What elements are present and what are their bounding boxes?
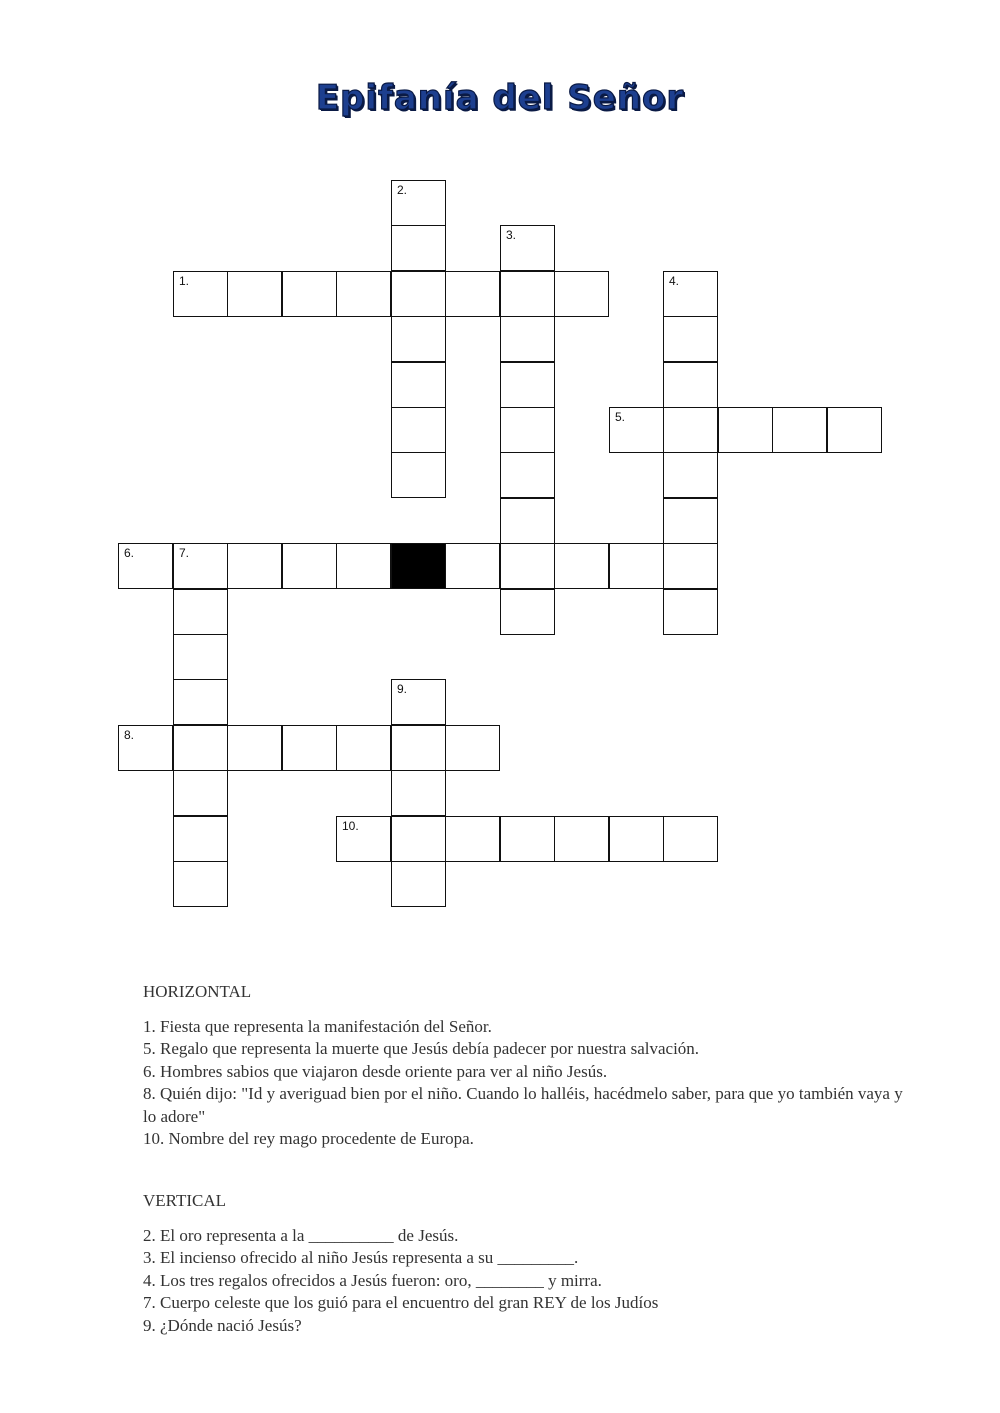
grid-cell[interactable] [663, 816, 718, 862]
grid-cell[interactable] [282, 725, 337, 771]
grid-cell[interactable] [336, 271, 391, 317]
grid-cell[interactable] [445, 543, 500, 589]
grid-cell[interactable] [554, 271, 609, 317]
grid-cell[interactable] [391, 407, 446, 453]
grid-cell[interactable] [445, 816, 500, 862]
grid-cell[interactable] [118, 725, 173, 771]
grid-cell[interactable] [282, 271, 337, 317]
grid-cell[interactable] [663, 498, 718, 544]
blocked-cell [391, 543, 446, 589]
grid-cell[interactable] [609, 543, 664, 589]
grid-cell[interactable] [173, 861, 228, 907]
grid-cell[interactable] [827, 407, 882, 453]
grid-cell[interactable] [500, 589, 555, 635]
clue-across-8: 8. Quién dijo: "Id y averiguad bien por el niño. Cuando lo halléis, hacédmelo saber, para que yo también vaya y lo adore" [143, 1084, 903, 1126]
grid-cell[interactable] [772, 407, 827, 453]
grid-cell[interactable] [391, 271, 446, 317]
clue-number: 4. [669, 274, 680, 288]
grid-cell[interactable] [173, 634, 228, 680]
grid-cell[interactable] [391, 725, 446, 771]
grid-cell[interactable] [391, 816, 446, 862]
grid-cell[interactable] [554, 816, 609, 862]
grid-cell[interactable] [500, 498, 555, 544]
clue-across-6: 6. Hombres sabios que viajaron desde oriente para ver al niño Jesús. [143, 1061, 608, 1081]
grid-cell[interactable] [663, 362, 718, 408]
clue-number: 5. [615, 410, 626, 424]
clue-down-4: 4. Los tres regalos ofrecidos a Jesús fueron: oro, ________ y mirra. [143, 1270, 602, 1290]
clue-number: 9. [397, 682, 408, 696]
grid-cell[interactable] [173, 770, 228, 816]
grid-cell[interactable] [663, 271, 718, 317]
grid-cell[interactable] [391, 180, 446, 226]
clue-number: 2. [397, 183, 408, 197]
grid-cell[interactable] [663, 407, 718, 453]
across-heading: HORIZONTAL [143, 982, 252, 1001]
grid-cell[interactable] [500, 316, 555, 362]
across-clues [143, 981, 903, 1151]
grid-cell[interactable] [500, 271, 555, 317]
grid-cell[interactable] [118, 543, 173, 589]
grid-cell[interactable] [609, 816, 664, 862]
grid-cell[interactable] [663, 589, 718, 635]
grid-cell[interactable] [282, 543, 337, 589]
grid-cell[interactable] [500, 816, 555, 862]
clue-number: 3. [506, 228, 517, 242]
grid-cell[interactable] [391, 861, 446, 907]
grid-cell[interactable] [445, 271, 500, 317]
grid-cell[interactable] [500, 407, 555, 453]
grid-cell[interactable] [227, 725, 282, 771]
clue-down-2: 2. El oro representa a la __________ de Jesús. [143, 1225, 459, 1245]
grid-cell[interactable] [173, 679, 228, 725]
grid-cell[interactable] [336, 816, 391, 862]
grid-cell[interactable] [609, 407, 664, 453]
clue-across-5: 5. Regalo que representa la muerte que Jesús debía padecer por nuestra salvación. [143, 1039, 700, 1058]
grid-cell[interactable] [718, 407, 773, 453]
grid-cell[interactable] [663, 452, 718, 498]
grid-cell[interactable] [391, 679, 446, 725]
grid-cell[interactable] [173, 271, 228, 317]
grid-cell[interactable] [663, 543, 718, 589]
grid-cell[interactable] [500, 362, 555, 408]
clue-down-3: 3. El incienso ofrecido al niño Jesús representa a su _________. [143, 1248, 579, 1267]
grid-cell[interactable] [391, 452, 446, 498]
grid-cell[interactable] [173, 589, 228, 635]
grid-cell[interactable] [173, 543, 228, 589]
grid-cell[interactable] [500, 452, 555, 498]
page-title: Epifanía del Señor [315, 78, 685, 118]
clue-number: 8. [124, 728, 135, 742]
grid-cell[interactable] [227, 271, 282, 317]
grid-cell[interactable] [336, 543, 391, 589]
grid-cell[interactable] [227, 543, 282, 589]
grid-cell[interactable] [663, 316, 718, 362]
grid-cell[interactable] [391, 225, 446, 271]
clue-number: 6. [124, 546, 135, 560]
clue-down-9: 9. ¿Dónde nació Jesús? [143, 1315, 302, 1335]
grid-cell[interactable] [391, 770, 446, 816]
grid-cell[interactable] [500, 543, 555, 589]
grid-cell[interactable] [173, 725, 228, 771]
clue-number: 7. [179, 546, 190, 560]
down-clues [143, 1190, 903, 1337]
grid-cell[interactable] [173, 816, 228, 862]
clue-across-10: 10. Nombre del rey mago procedente de Europa. [143, 1129, 474, 1148]
grid-cell[interactable] [500, 225, 555, 271]
clue-across-1: 1. Fiesta que representa la manifestación del Señor. [143, 1016, 492, 1036]
grid-cell[interactable] [391, 362, 446, 408]
grid-cell[interactable] [554, 543, 609, 589]
grid-cell[interactable] [391, 316, 446, 362]
grid-cell[interactable] [336, 725, 391, 771]
clue-number: 1. [179, 274, 190, 288]
grid-cell[interactable] [445, 725, 500, 771]
down-heading: VERTICAL [143, 1191, 227, 1210]
clue-number: 10. [342, 819, 359, 833]
clue-down-7: 7. Cuerpo celeste que los guió para el encuentro del gran REY de los Judíos [143, 1293, 659, 1312]
